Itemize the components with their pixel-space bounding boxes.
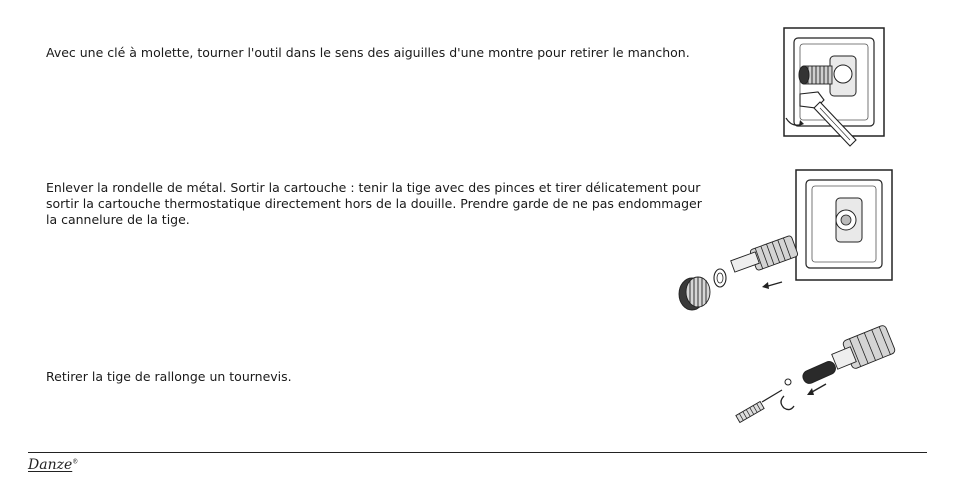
brand-logo xyxy=(28,457,78,473)
step-3-instruction: Retirer la tige de rallonge un tournevis. xyxy=(46,369,292,384)
step-1-instruction: Avec une clé à molette, tourner l'outil dans le sens des aiguilles d'une montre pour retirer le manchon. xyxy=(46,45,690,60)
wrench-sleeve-removal-illustration xyxy=(770,22,890,152)
extension-stem-removal-illustration xyxy=(730,322,900,426)
footer-divider xyxy=(28,452,927,453)
brand-name: Danze xyxy=(28,457,73,473)
step-2-instruction: Enlever la rondelle de métal. Sortir la cartouche : tenir la tige avec des pinces et tirer délicatement pour sortir la cartouche thermostatique directement hors de la douille. Prendre garde de ne pas endommager la cannelure de la tige. xyxy=(46,180,702,227)
cartridge-extraction-illustration xyxy=(676,166,896,316)
registered-mark: ® xyxy=(72,458,79,466)
